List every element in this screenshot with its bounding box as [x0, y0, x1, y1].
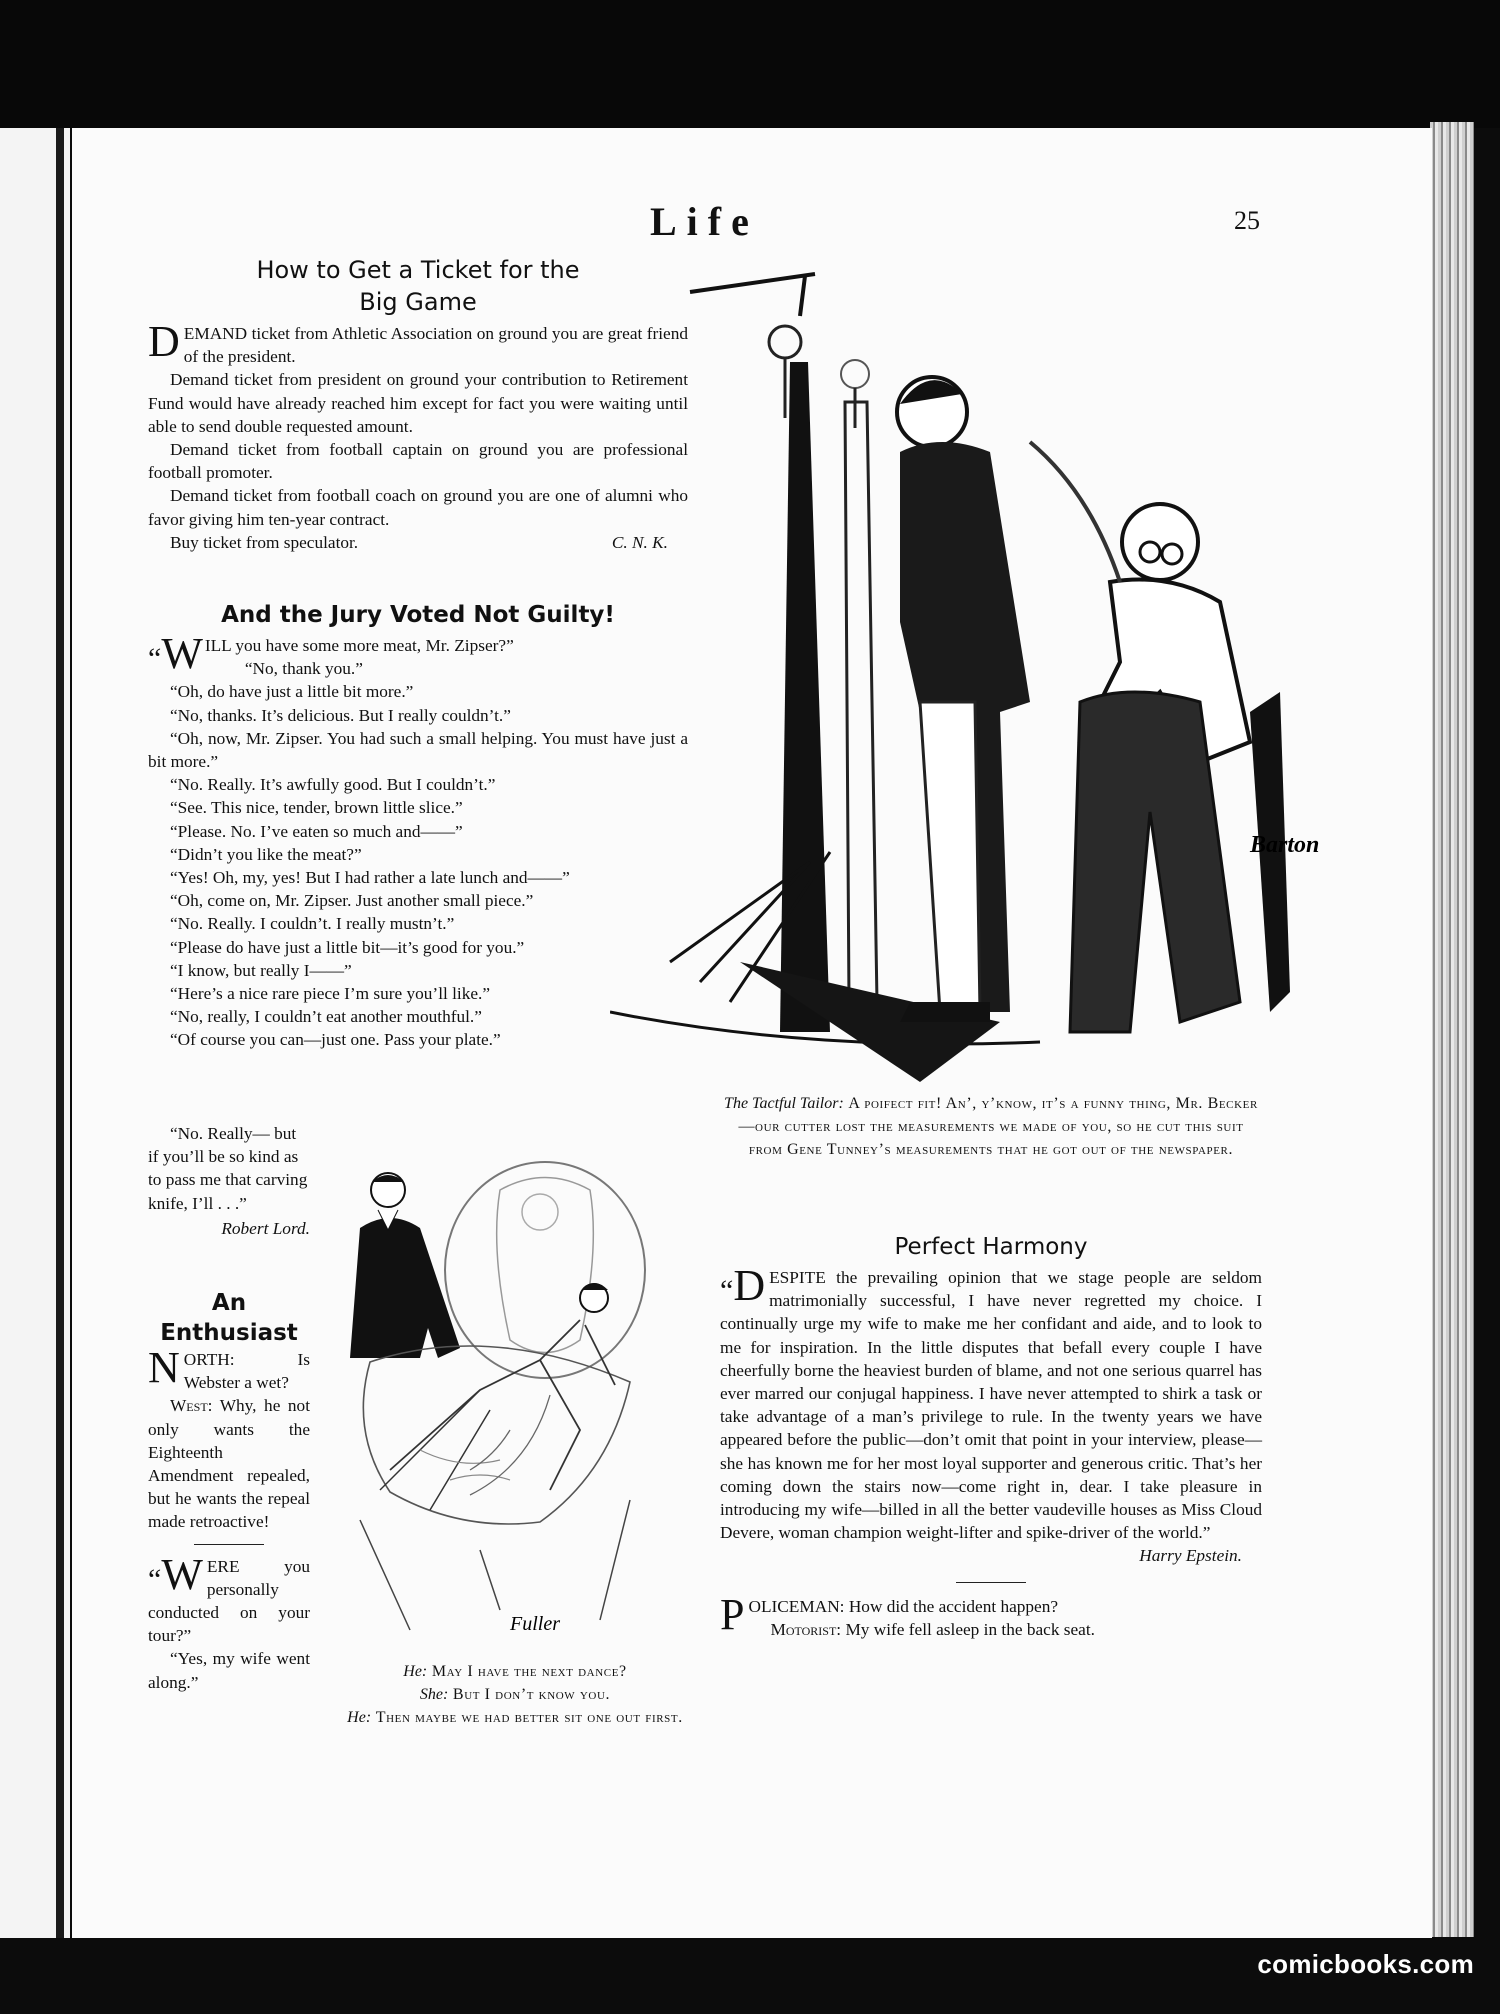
policeman-line2: My wife fell asleep in the back seat. — [845, 1619, 1095, 1639]
jury-line-7: “Please. No. I’ve eaten so much and——” — [170, 821, 463, 841]
harmony-text: ESPITE the prevailing opinion that we stage people are seldom matrimonially successful, I have never regretted my choice. I continually urge my wife to make me her confidant and aide, and to look to me for inspiration. In the little disputes that befall every couple I have cheerfully borne the heaviest burden of blame, and not one serious quarrel has ever marred our conjugal happiness. I have never attempted to shirk a task or take advantage of a man’s privilege to rule. In the twenty years we have appeared before the public—don’t omit that point in your interview, please—she has known me for her most loyal supporter and generous critic. That’s her coming down the stairs now—come right in, dear. I take pleasure in introducing my wife—billed in all the better vaudeville houses as Miss Cloud Devere, woman champion weight-lifter and spike-driver of the world.” — [720, 1268, 1262, 1543]
jury-line-17: “No. Really— but if you’ll be so kind as to pass me that carving knife, I’ll . . .” — [148, 1124, 308, 1213]
dance-she-label: She: — [419, 1686, 449, 1703]
ticket-p2: Demand ticket from president on ground your contribution to Retirement Fund would have already reached him except for fact you were waiting until able to send double requested amount. — [148, 370, 688, 436]
jury-line-5: “No. Really. It’s awfully good. But I couldn’t.” — [170, 775, 496, 795]
policeman-speaker2: Motorist: — [770, 1619, 842, 1639]
dance-he1-text: May I have the next dance? — [431, 1663, 627, 1680]
site-watermark: comicbooks.com — [1257, 1949, 1474, 1979]
jury-line-1: “No, thank you.” — [244, 659, 363, 679]
dance-he2-label: He: — [347, 1709, 372, 1726]
ticket-drop-cap: D — [148, 317, 180, 366]
page-number: 25 — [1234, 206, 1260, 235]
section-divider — [194, 1544, 264, 1545]
dance-artist-signature: Fuller — [510, 1613, 560, 1635]
jury-drop-cap: W — [161, 629, 203, 678]
jury-line-0: ILL you have some more meat, Mr. Zipser?” — [204, 636, 514, 655]
dance-caption — [330, 1660, 700, 1729]
ticket-title-line2: Big Game — [359, 288, 477, 316]
ticket-p3: Demand ticket from football captain on ground you are professional football promoter. — [148, 440, 688, 483]
scan-dark-border — [0, 0, 1500, 128]
article-harmony — [720, 1232, 1262, 1641]
tailor-cartoon-illustration — [610, 262, 1380, 1082]
hanging-lamp-icon — [769, 326, 801, 358]
jury-open-quote: “ — [148, 642, 162, 675]
article-jury — [148, 600, 688, 1052]
masthead: Life — [650, 199, 759, 244]
page-stack-edge — [1430, 122, 1474, 1937]
harmony-signature: Harry Epstein. — [1139, 1546, 1242, 1566]
enthusiast-title-line2: Enthusiast — [160, 1320, 298, 1346]
enthusiast-line2: Why, he not only wants the Eighteenth Amendment repealed, but he wants the repeal made retroactive! — [148, 1396, 310, 1532]
curtain-pillar — [780, 362, 830, 1032]
policeman-drop-cap: P — [720, 1589, 745, 1639]
jury-line-12: “Please do have just a little bit—it’s good for you.” — [170, 937, 525, 957]
jury-signature: Robert Lord. — [221, 1218, 310, 1238]
enthusiast-title-line1: An — [211, 1290, 247, 1316]
jury-line-11: “No. Really. I couldn’t. I really mustn’t.” — [170, 914, 455, 934]
tailor-head — [1122, 504, 1198, 580]
dance-cartoon-illustration — [330, 1150, 700, 1660]
tailor-artist-signature: Barton — [1250, 832, 1320, 858]
article-enthusiast — [148, 1288, 310, 1694]
jury-line-9: “Yes! Oh, my, yes! But I had rather a late lunch and——” — [170, 868, 570, 888]
jury-line-16: “Of course you can—just one. Pass your plate.” — [170, 1030, 501, 1050]
policeman-speaker1: OLICEMAN: — [748, 1596, 845, 1616]
article-ticket — [148, 254, 688, 554]
jury-line-6: “See. This nice, tender, brown little slice.” — [170, 798, 463, 818]
ticket-p4: Demand ticket from football coach on ground you are one of alumni who favor giving him ten-year contract. — [148, 486, 688, 529]
dance-he1-label: He: — [403, 1663, 428, 1680]
tailor-caption-text: A poifect fit! An’, y’know, it’s a funny thing, Mr. Becker—our cutter lost the measurements we made of you, so he cut this suit from Gene Tunney’s measurements that he got out of the newspaper. — [738, 1095, 1258, 1158]
enthusiast-title — [148, 1288, 310, 1348]
policeman-line1: How did the accident happen? — [848, 1596, 1059, 1616]
harmony-drop-cap: D — [733, 1261, 766, 1310]
jury-line-4: “Oh, now, Mr. Zipser. You had such a small helping. You must have just a bit more.” — [148, 728, 688, 772]
dance-he2-text: Then maybe we had better sit one out first. — [375, 1709, 683, 1726]
book-gutter — [56, 128, 64, 1938]
ticket-p5: Buy ticket from speculator. — [170, 532, 359, 552]
enthusiast-speaker1: ORTH: — [183, 1350, 235, 1369]
jury-line-2: “Oh, do have just a little bit more.” — [170, 682, 414, 702]
harmony-open-quote: “ — [720, 1274, 734, 1307]
ticket-title — [148, 254, 688, 318]
jury-tail — [148, 1122, 310, 1240]
jury-line-14: “Here’s a nice rare piece I’m sure you’ll like.” — [170, 984, 491, 1004]
jury-line-13: “I know, but really I——” — [170, 960, 352, 980]
jury-title: And the Jury Voted Not Guilty! — [221, 602, 615, 628]
tour-open-quote: “ — [148, 1562, 162, 1596]
tailor-caption-title: The Tactful Tailor: — [724, 1095, 844, 1112]
ticket-signature: C. N. K. — [611, 532, 668, 552]
enthusiast-speaker2: West: — [170, 1396, 213, 1416]
hanging-lamp-icon-2 — [841, 360, 869, 388]
enthusiast-line1: Is Webster a wet? — [183, 1350, 310, 1393]
section-divider-2 — [956, 1582, 1026, 1583]
jury-line-10: “Oh, come on, Mr. Zipser. Just another small piece.” — [170, 891, 534, 911]
man-black-suit — [350, 1218, 460, 1358]
jury-line-8: “Didn’t you like the meat?” — [170, 844, 362, 864]
dance-she-text: But I don’t know you. — [452, 1686, 611, 1703]
tour-line1: ERE you personally conducted on your tour?” — [148, 1556, 310, 1646]
tour-drop-cap: W — [161, 1549, 203, 1599]
ticket-title-line1: How to Get a Ticket for the — [256, 256, 580, 284]
harmony-title: Perfect Harmony — [894, 1234, 1088, 1260]
tour-line2: “Yes, my wife went along.” — [148, 1649, 310, 1692]
jury-line-3: “No, thanks. It’s delicious. But I really couldn’t.” — [170, 705, 511, 725]
tailor-caption — [720, 1092, 1262, 1161]
armchair — [363, 1346, 630, 1524]
enthusiast-drop-cap: N — [148, 1343, 180, 1392]
ticket-p1: EMAND ticket from Athletic Association on ground you are great friend of the president. — [183, 324, 688, 367]
jury-line-15: “No, really, I couldn’t eat another mouthful.” — [170, 1007, 482, 1027]
